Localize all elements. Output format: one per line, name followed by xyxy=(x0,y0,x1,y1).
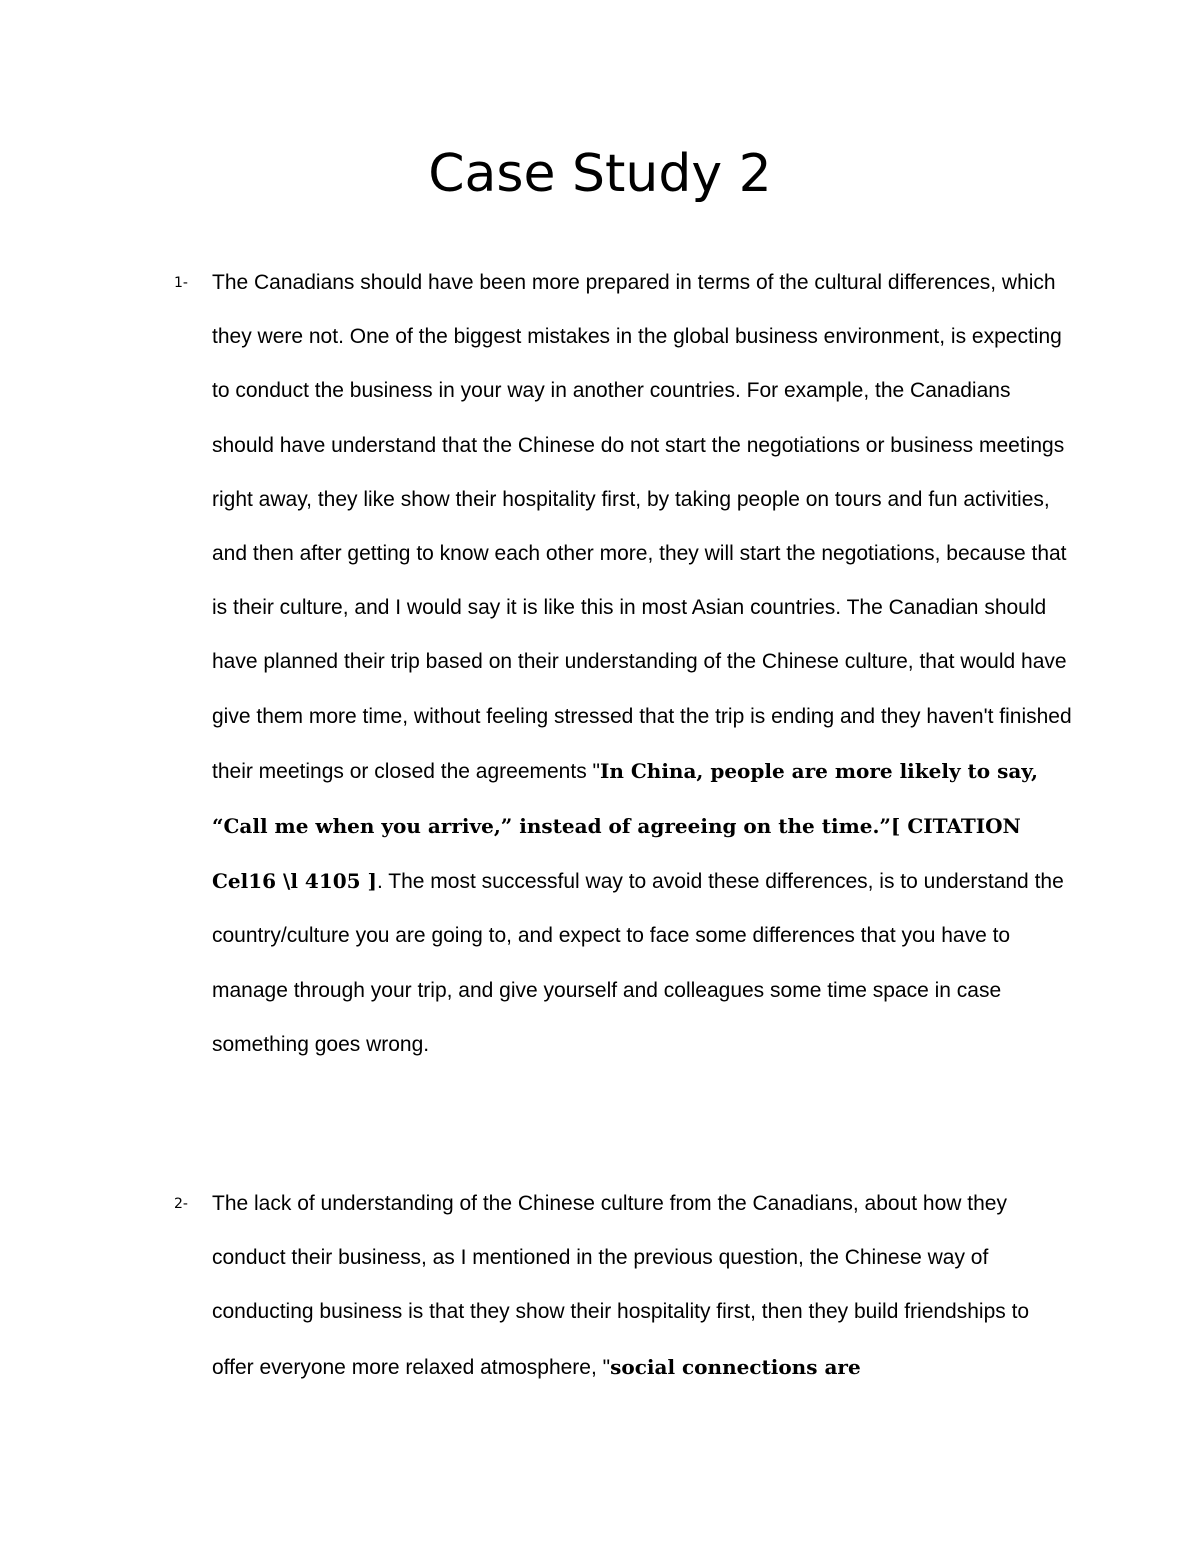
paragraph-text xyxy=(212,1177,1072,1395)
paragraph-text-before: The lack of understanding of the Chinese culture from the Canadians, about how they conduct their business, as I mentioned in the previous question, the Chinese way of conducting business is that they show their hospitality first, then they build friendships to offer everyone more relaxed atmosphere, " xyxy=(212,1192,1030,1379)
list-marker: 1- xyxy=(174,275,188,291)
paragraph-text-before: The Canadians should have been more prepared in terms of the cultural differences, which they were not. One of the biggest mistakes in the global business environment, is expecting to conduct the business in your way in another countries. For example, the Canadians should have understand that the Chinese do not start the negotiations or business meetings right away, they like show their hospitality first, by taking people on tours and fun activities, and then after getting to know each other more, they will start the negotiations, because that is their culture, and I would say it is like this in most Asian countries. The Canadian should have planned their trip based on their understanding of the Chinese culture, that would have give them more time, without feeling stressed that the trip is ending and they haven't finished their meetings or closed the agreements " xyxy=(212,271,1072,783)
bold-quote: In China, people are more likely to say, “Call me when you arrive,” instead of agreeing on the time.”[ CITATION Cel16 \l 4105 ] xyxy=(212,758,1038,894)
paragraph-text xyxy=(212,256,1072,1072)
document-title: Case Study 2 xyxy=(428,144,772,204)
list-marker: 2- xyxy=(174,1196,188,1212)
bold-quote: social connections are xyxy=(610,1354,861,1379)
paragraph-text-after: . The most successful way to avoid these differences, is to understand the country/culture you are going to, and expect to face some differences that you have to manage through your trip, and give yourself and colleagues some time space in case something goes wrong. xyxy=(212,870,1064,1056)
